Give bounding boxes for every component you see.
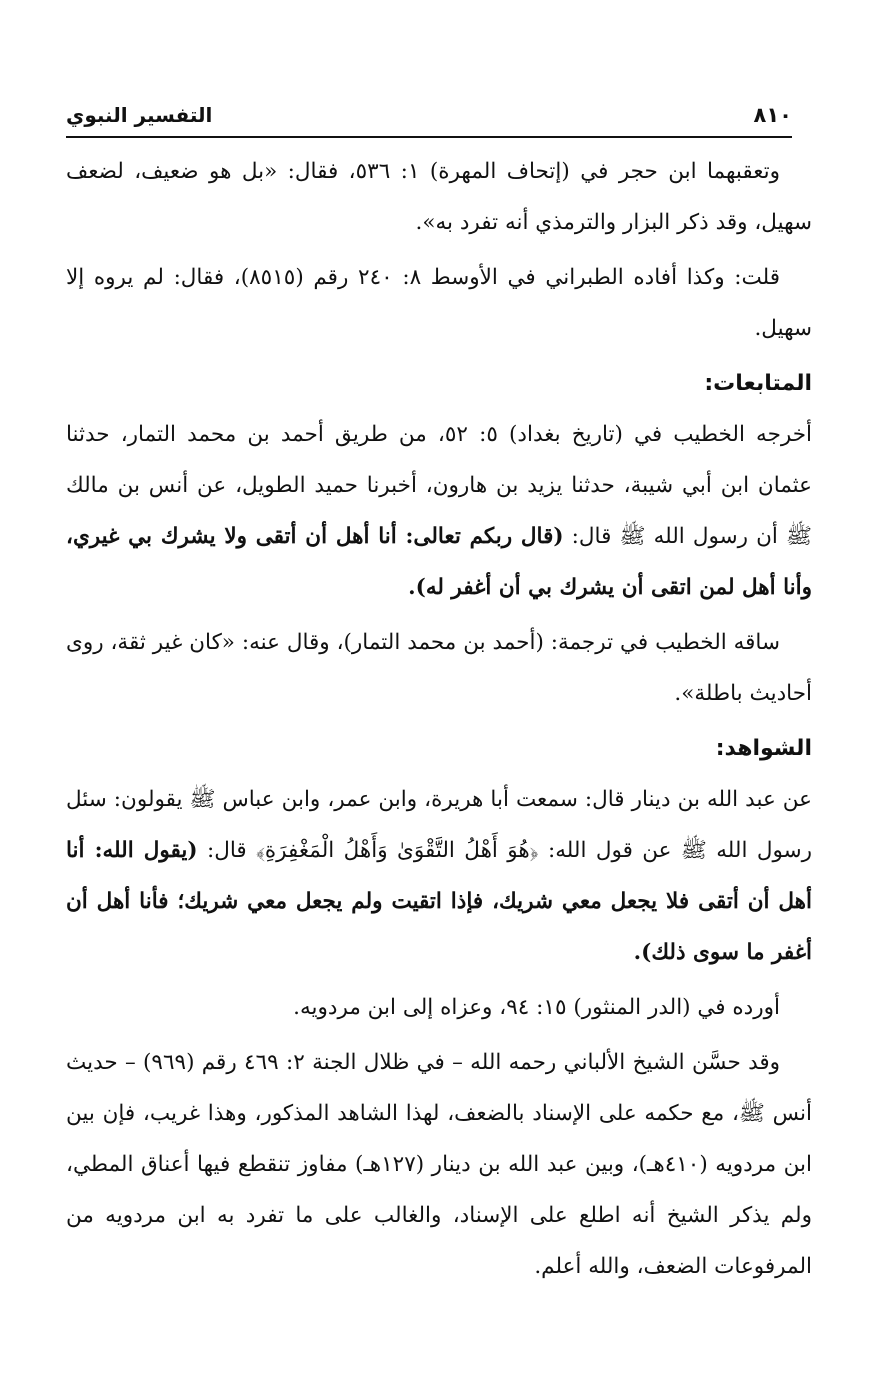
page-header <box>66 103 792 133</box>
heading-shawahid: الشواهد: <box>715 736 812 761</box>
paragraph-durr-manthur: أورده في (الدر المنثور) ١٥: ٩٤، وعزاه إلى ابن مردويه. <box>293 995 780 1020</box>
paragraph-ibn-hajar: وتعقبهما ابن حجر في (إتحاف المهرة) ١: ٥٣٦، فقال: «بل هو ضعيف، لضعف سهيل، وقد ذكر البزار والترمذي أنه تفرد به». <box>66 159 812 235</box>
paragraph-ibn-dinar-narration <box>66 774 812 978</box>
running-title: التفسير النبوي <box>66 103 213 127</box>
page-body <box>66 146 812 1292</box>
hadith-text-2: (يقول الله: أنا أهل أن أتقى فلا يجعل معي شريك، فإذا اتقيت ولم يجعل معي شريك؛ فأنا أهل أن أغفر ما سوى ذلك). <box>66 838 812 965</box>
header-rule <box>66 136 792 138</box>
hadith-text: (قال ربكم تعالى: أنا أهل أن أتقى ولا يشرك بي غيري، وأنا أهل لمن اتقى أن يشرك بي أن أغفر له). <box>66 524 812 600</box>
paragraph-khatib-tarjama: ساقه الخطيب في ترجمة: (أحمد بن محمد التمار)، وقال عنه: «كان غير ثقة، روى أحاديث باطلة». <box>66 630 812 706</box>
paragraph-albani: وقد حسَّن الشيخ الألباني رحمه الله – في ظلال الجنة ٢: ٤٦٩ رقم (٩٦٩) – حديث أنس ﷺ، مع حكمه على الإسناد بالضعف، لهذا الشاهد المذكور، وهذا غريب، فإن بين ابن مردويه (٤١٠هـ)، وبين عبد الله بن دينار (١٢٧هـ) مفاوز تنقطع فيها أعناق المطي، ولم يذكر الشيخ أنه اطلع على الإسناد، والغالب على ما تفرد به ابن مردويه من المرفوعات الضعف، والله أعلم. <box>66 1050 813 1279</box>
heading-mutabaat: المتابعات: <box>704 371 812 396</box>
narration-chain: أخرجه الخطيب في (تاريخ بغداد) ٥: ٥٢، من طريق أحمد بن محمد التمار، حدثنا عثمان ابن أبي شيبة، حدثنا يزيد بن هارون، أخبرنا حميد الطويل، عن أنس بن مالك ﷺ أن رسول الله ﷺ قال: <box>66 422 813 549</box>
narration-chain-2: عن عبد الله بن دينار قال: سمعت أبا هريرة، وابن عمر، وابن عباس ﷺ يقولون: سئل رسول الله ﷺ عن قول الله: ﴿هُوَ أَهْلُ التَّقْوَىٰ وَأَهْلُ الْمَغْفِرَةِ﴾ قال: <box>66 787 812 863</box>
paragraph-tabarani: قلت: وكذا أفاده الطبراني في الأوسط ٨: ٢٤٠ رقم (٨٥١٥)، فقال: لم يروه إلا سهيل. <box>66 265 812 341</box>
page-number: ٨١٠ <box>753 103 792 127</box>
paragraph-khatib-narration <box>66 409 812 613</box>
